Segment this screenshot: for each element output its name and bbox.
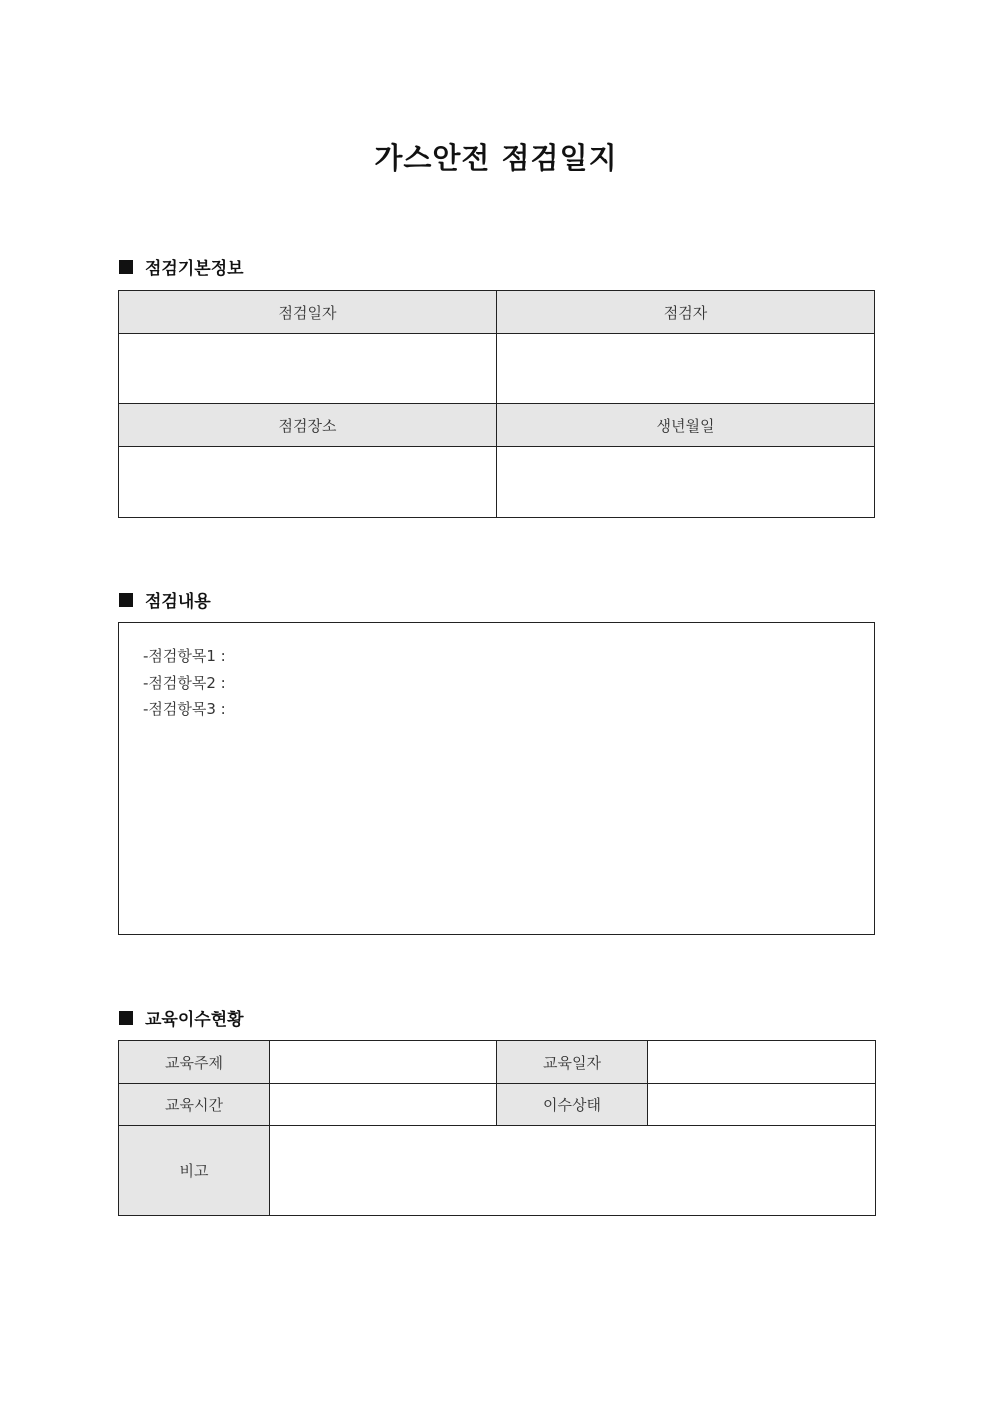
- label-education-topic: 교육주제: [119, 1041, 270, 1084]
- label-education-date: 교육일자: [497, 1041, 648, 1084]
- birthdate-field[interactable]: [497, 447, 875, 518]
- inspector-field[interactable]: [497, 334, 875, 404]
- page-title: 가스안전 점검일지: [374, 141, 618, 175]
- education-date-field[interactable]: [648, 1041, 876, 1084]
- completion-status-field[interactable]: [648, 1084, 876, 1126]
- inspection-item-2: -점검항목2 :: [143, 673, 226, 692]
- section-title: 교육이수현황: [145, 1010, 244, 1030]
- education-hours-field[interactable]: [270, 1084, 497, 1126]
- label-inspector: 점검자: [497, 291, 875, 334]
- section-heading-content: [119, 587, 211, 612]
- inspection-item-3: -점검항목3 :: [143, 700, 226, 718]
- section-heading-basic: [119, 254, 244, 279]
- label-inspection-place: 점검장소: [119, 404, 497, 447]
- inspection-date-field[interactable]: [119, 334, 497, 404]
- education-topic-field[interactable]: [270, 1041, 497, 1084]
- section-title: 점검기본정보: [145, 259, 244, 279]
- section-title: 점검내용: [145, 592, 211, 612]
- inspection-content-box[interactable]: [118, 622, 875, 935]
- basic-info-table: [118, 290, 875, 518]
- square-bullet-icon: [119, 1011, 133, 1025]
- label-inspection-date: 점검일자: [119, 291, 497, 334]
- square-bullet-icon: [119, 593, 133, 607]
- inspection-place-field[interactable]: [119, 447, 497, 518]
- education-table: [118, 1040, 876, 1216]
- remarks-field[interactable]: [270, 1126, 876, 1216]
- section-heading-education: [119, 1005, 244, 1030]
- label-birthdate: 생년월일: [497, 404, 875, 447]
- label-remarks: 비고: [119, 1126, 270, 1216]
- inspection-item-1: -점검항목1 :: [143, 647, 226, 665]
- square-bullet-icon: [119, 260, 133, 274]
- label-education-hours: 교육시간: [119, 1084, 270, 1126]
- label-completion-status: 이수상태: [497, 1084, 648, 1126]
